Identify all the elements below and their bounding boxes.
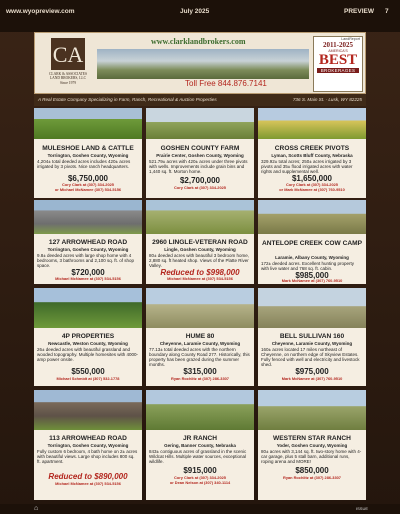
listing-title: 4P PROPERTIES [61, 333, 115, 340]
company-logo [43, 36, 93, 92]
listing-location: Torrington, Goshen County, Wyoming [47, 247, 129, 252]
listing-agent: Michael McNamee at (307) 534-5156 [167, 276, 233, 281]
listing-card[interactable] [146, 390, 254, 500]
listing-photo [258, 108, 366, 139]
listing-agent: Mark McNamee at (307) 760-9510 [281, 376, 343, 381]
listing-location: Torrington, Goshen County, Wyoming [47, 153, 129, 158]
listing-agent-alt: or Dean Nelson at (307) 340-1114 [169, 480, 231, 485]
listing-agent: Ryan Rochlitz at (307) 286-3307 [171, 376, 229, 381]
award-badge [313, 36, 363, 92]
listing-photo [34, 108, 142, 139]
logo-subname: LAND BROKERS, LLC [49, 76, 87, 81]
listing-title: 113 ARROWHEAD ROAD [49, 435, 127, 442]
listing-description: 9.8± deeded acres with large shop home with 4 bedrooms, 3 bathrooms and 2,100 sq. ft. of shop space. [37, 253, 135, 268]
listing-card[interactable] [146, 108, 254, 198]
listing-description: 172± deeded acres. Excellent hunting property with live water and 768 sq. ft. cabin. [261, 261, 355, 271]
listing-agent: Ryan Rochlitz at (307) 286-3307 [283, 475, 341, 480]
listing-card[interactable] [258, 288, 366, 386]
listing-card[interactable] [146, 288, 254, 386]
listing-description: 843± contiguous acres of grassland in the scenic Wildcat Hills. Multiple water sources, exceptional wildlife. [149, 449, 247, 464]
listing-title: BELL SULLIVAN 160 [279, 333, 345, 340]
award-brokerages: BROKERAGES [317, 68, 359, 73]
listing-description: 160± acres located 17 miles northeast of Cheyenne, on northern edge of Skyview Estates. Fully fenced with well and electricity and livestock shed. [261, 347, 360, 367]
page-footer [0, 504, 400, 514]
listing-title: GOSHEN COUNTY FARM [160, 145, 240, 152]
listing-card[interactable] [258, 108, 366, 198]
listing-location: Prairie Center, Goshen County, Wyoming [156, 153, 244, 158]
listing-location: Laramie, Albany County, Wyoming [275, 255, 349, 260]
listing-title: ANTELOPE CREEK COW CAMP [261, 240, 362, 247]
listing-photo [258, 390, 366, 430]
listing-reduced-price: Reduced to $890,000 [48, 472, 128, 481]
listing-agent: Mark McNamee at (307) 760-9510 [281, 278, 343, 283]
listing-photo [34, 390, 142, 430]
award-publisher: LandReport [341, 37, 360, 41]
listing-title: 2960 LINGLE-VETERAN ROAD [152, 239, 248, 246]
page-number: 7 [385, 8, 389, 15]
ad-banner [34, 32, 366, 94]
listing-title: 127 ARROWHEAD ROAD [48, 239, 128, 246]
listing-agent: Cory Clark at (307) 334-2025 [174, 185, 226, 190]
section-name: PREVIEW [344, 8, 374, 15]
logo-name: CLARK & ASSOCIATES [49, 72, 87, 76]
listing-description: 521.79± acres with 420± acres under three pivots with wells. Improvements include grain bins and 1,440 sq. ft. Morton home. [149, 159, 248, 174]
listing-photo [258, 288, 366, 328]
tagline-strip [34, 94, 366, 106]
listing-location: Yoder, Goshen County, Wyoming [276, 443, 348, 448]
listing-location: Cheyenne, Laramie County, Wyoming [159, 341, 241, 346]
listing-price: $1,650,000 [291, 174, 333, 183]
listing-agent: Michael Schmidt at (307) 532-1778 [56, 376, 120, 381]
listing-description: Fully custom 6 bedroom, 4 bath home on 2± acres with beautiful views. Large shop includes 800 sq. ft. apartment. [37, 449, 138, 464]
broker-url[interactable]: www.clarklandbrokers.com [151, 37, 246, 46]
listing-photo [258, 200, 366, 234]
company-tagline: A Real Estate Company Specializing in Farm, Ranch, Recreational & Auction Properties [38, 97, 217, 102]
banner-landscape-photo [97, 49, 309, 79]
listing-price: $315,000 [183, 367, 217, 376]
listing-price: $720,000 [71, 268, 105, 277]
listing-price: $2,700,000 [179, 176, 221, 185]
issue-date: July 2025 [180, 8, 210, 15]
listing-photo [146, 108, 254, 139]
footer-badge: ISSUE [356, 506, 369, 511]
listing-price: $915,000 [183, 466, 217, 475]
page-header [0, 0, 400, 32]
listing-card[interactable] [258, 200, 366, 284]
company-address: 736 S. Main St. · Lusk, WY 82225 [292, 97, 362, 102]
site-url[interactable]: www.wyopreview.com [6, 8, 75, 15]
listing-title: CROSS CREEK PIVOTS [274, 145, 350, 152]
listing-photo [146, 200, 254, 234]
toll-free-number[interactable]: Toll Free 844.876.7141 [185, 79, 267, 88]
listing-description: 80± acres with 3,144 sq. ft. two-story home with 4-car garage, plus 5 stall barn, additional runs, roping arena and MORE! [261, 449, 362, 464]
listing-agent-alt: or Michael McNamee (307) 534-5156 [54, 187, 122, 192]
listing-photo [146, 288, 254, 328]
listing-price: $975,000 [295, 367, 329, 376]
listing-agent: Cory Clark at (307) 334-2025 [62, 182, 114, 187]
listing-description: 77.13± total deeded acres with the northern boundary along County Road 277. Historically, this property has been grazed during the summer months. [149, 347, 250, 367]
listing-agent: Michael McNamee at (307) 534-5156 [55, 276, 121, 281]
listing-agent: Michael McNamee at (307) 534-5156 [55, 481, 121, 486]
listing-description: 329.92± total acres; 250± acres irrigated by 3 pivots and 35± flood irrigated acres with water rights and supplemental well. [261, 159, 353, 174]
listing-photo [34, 200, 142, 234]
logo-initials: CA [52, 42, 84, 67]
listing-location: Gering, Banner County, Nebraska [164, 443, 236, 448]
logo-since: Since 1979 [59, 80, 77, 85]
award-america: AMERICA'S [328, 49, 348, 53]
listing-location: Lingle, Goshen County, Wyoming [164, 247, 236, 252]
listing-title: MULESHOE LAND & CATTLE [42, 145, 134, 152]
home-icon[interactable]: ⌂ [34, 505, 39, 512]
listing-location: Newcastle, Weston County, Wyoming [48, 341, 128, 346]
listing-photo [146, 390, 254, 430]
listing-location: Cheyenne, Laramie County, Wyoming [271, 341, 353, 346]
listing-title: JR RANCH [182, 435, 218, 442]
listing-price: $850,000 [295, 466, 329, 475]
listing-price: $550,000 [71, 367, 105, 376]
listing-card[interactable] [34, 390, 142, 500]
listing-price: $6,750,000 [67, 174, 109, 183]
listing-card[interactable] [34, 288, 142, 386]
listing-agent-alt: or Mark McNamee at (307) 760-9510 [279, 187, 345, 192]
listing-price: $985,000 [295, 271, 329, 280]
listing-card[interactable] [34, 108, 142, 198]
listing-location: Torrington, Goshen County, Wyoming [47, 443, 129, 448]
listing-card[interactable] [258, 390, 366, 500]
listing-card[interactable] [146, 200, 254, 284]
listing-agent: Cory Clark at (307) 334-2025 [174, 475, 226, 480]
listing-title: HUME 80 [185, 333, 215, 340]
logo-monogram-icon [43, 36, 93, 72]
listing-description: 80± deeded acres with beautiful 3 bedroom home, 2,880 sq. ft heated shop. Views of the Platte River Valley. [149, 253, 250, 268]
award-years: 2011-2025 [323, 41, 353, 49]
award-best: BEST [318, 52, 358, 68]
listing-description: 26± deeded acres with beautiful grassland and wooded topography. Multiple homesites with 4000-amp power onsite. [37, 347, 138, 362]
listing-title: WESTERN STAR RANCH [273, 435, 351, 442]
listing-agent: Cory Clark at (307) 334-2025 [286, 182, 338, 187]
listing-reduced-price: Reduced to $998,000 [160, 268, 240, 277]
listing-location: Lyman, Scotts Bluff County, Nebraska [271, 153, 353, 158]
listing-description: 4,204± total deeded acres includes 420± acres irrigated by 3 pivots. Nice ranch headquarters. [37, 159, 131, 169]
listing-photo [34, 288, 142, 328]
listing-card[interactable] [34, 200, 142, 284]
